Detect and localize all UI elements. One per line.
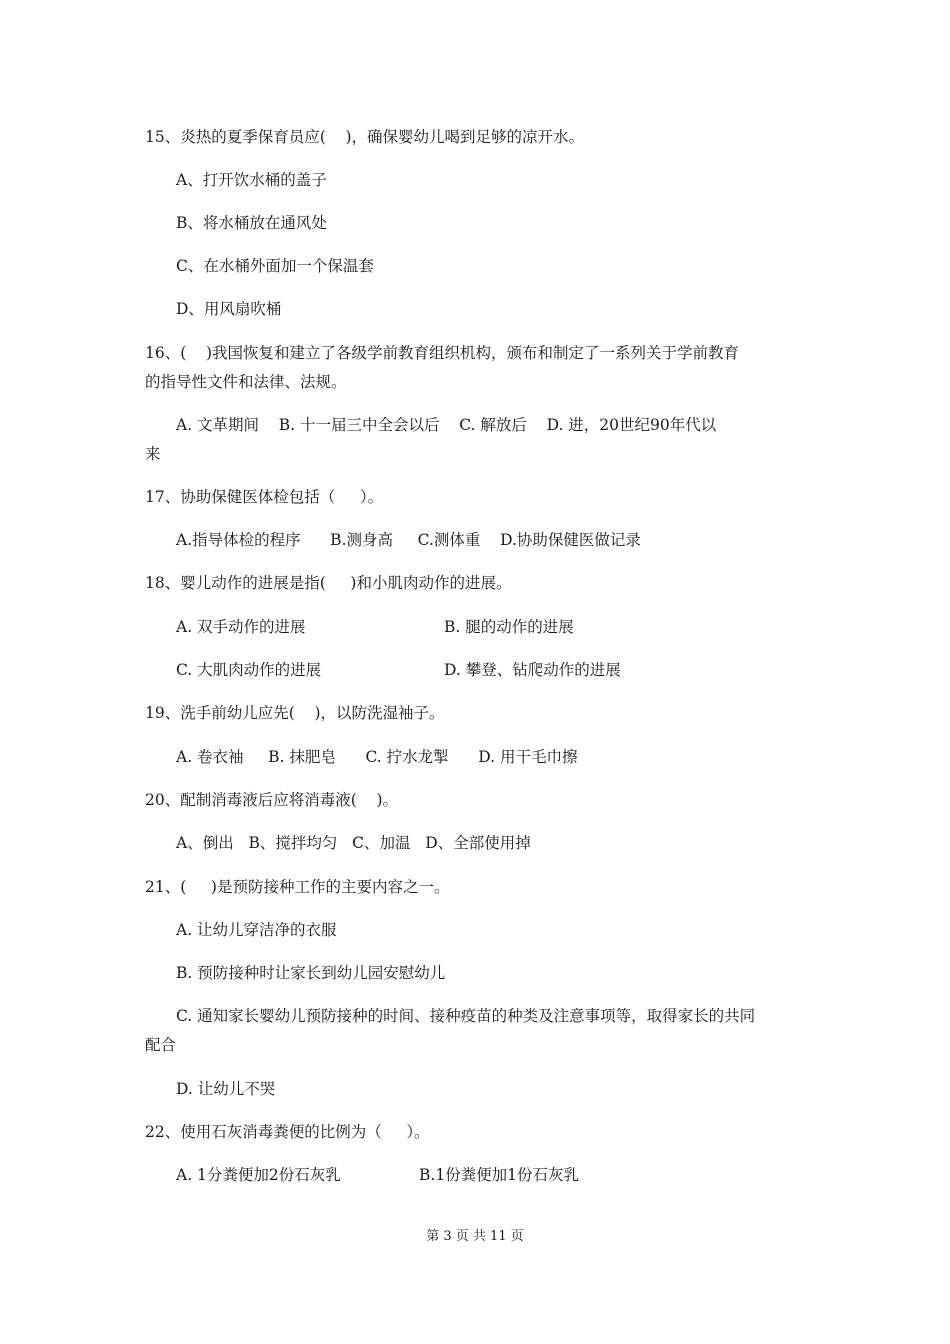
question-18-option-d: D. 攀登、钻爬动作的进展 bbox=[444, 661, 621, 679]
question-20-stem: 20、配制消毒液后应将消毒液( )。 bbox=[145, 791, 399, 809]
question-21-stem: 21、( )是预防接种工作的主要内容之一。 bbox=[145, 878, 450, 896]
question-16-options: A. 文革期间 B. 十一届三中全会以后 C. 解放后 D. 进，20世纪90年代以 bbox=[176, 416, 717, 434]
question-18-option-b: B. 腿的动作的进展 bbox=[444, 618, 574, 636]
question-15-option-c: C、在水桶外面加一个保温套 bbox=[176, 257, 374, 275]
question-15-option-a: A、打开饮水桶的盖子 bbox=[176, 171, 327, 189]
question-21-option-b: B. 预防接种时让家长到幼儿园安慰幼儿 bbox=[176, 964, 446, 982]
question-21-option-c: C. 通知家长婴幼儿预防接种的时间、接种疫苗的种类及注意事项等，取得家长的共同 bbox=[176, 1007, 756, 1025]
page-footer: 第 3 页 共 11 页 bbox=[426, 1229, 524, 1244]
question-16-stem: 16、( )我国恢复和建立了各级学前教育组织机构，颁布和制定了一系列关于学前教育 bbox=[145, 344, 740, 362]
question-22-option-b: B.1份粪便加1份石灰乳 bbox=[419, 1166, 580, 1184]
question-15-option-d: D、用风扇吹桶 bbox=[176, 300, 282, 318]
question-18-stem: 18、婴儿动作的进展是指( )和小肌肉动作的进展。 bbox=[145, 574, 512, 592]
question-21-option-a: A. 让幼儿穿洁净的衣服 bbox=[176, 921, 337, 939]
question-15-stem: 15、炎热的夏季保育员应( )，确保婴幼儿喝到足够的凉开水。 bbox=[145, 128, 585, 146]
question-18-option-c: C. 大肌肉动作的进展 bbox=[176, 661, 322, 679]
question-16-stem-cont: 的指导性文件和法律、法规。 bbox=[145, 373, 347, 391]
question-22-option-a: A. 1分粪便加2份石灰乳 bbox=[176, 1166, 341, 1184]
question-20-options: A、倒出 B、搅拌均匀 C、加温 D、全部使用掉 bbox=[176, 834, 531, 852]
question-15-option-b: B、将水桶放在通风处 bbox=[176, 214, 327, 232]
question-17-stem: 17、协助保健医体检包括（ ）。 bbox=[145, 488, 384, 506]
question-16-options-cont: 来 bbox=[145, 445, 161, 463]
question-21-option-c-cont: 配合 bbox=[145, 1036, 177, 1054]
question-18-option-a: A. 双手动作的进展 bbox=[176, 618, 306, 636]
question-17-options: A.指导体检的程序 B.测身高 C.测体重 D.协助保健医做记录 bbox=[176, 531, 641, 549]
question-22-stem: 22、使用石灰消毒粪便的比例为（ ）。 bbox=[145, 1123, 430, 1141]
question-19-stem: 19、洗手前幼儿应先( )，以防洗湿袖子。 bbox=[145, 704, 445, 722]
question-21-option-d: D. 让幼儿不哭 bbox=[176, 1080, 276, 1098]
question-19-options: A. 卷衣袖 B. 抹肥皂 C. 拧水龙掣 D. 用干毛巾擦 bbox=[176, 748, 578, 766]
